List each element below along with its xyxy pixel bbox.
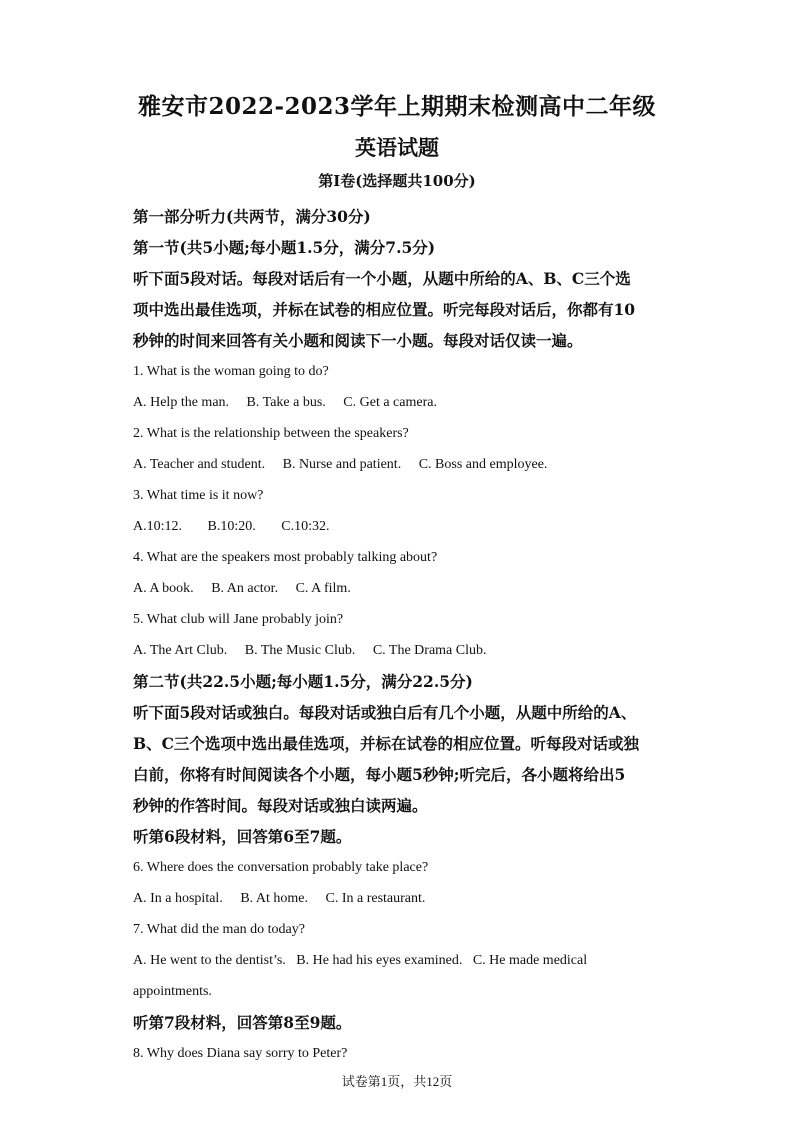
question-7-options-continuation: appointments. — [133, 984, 212, 999]
question-4: 4. What are the speakers most probably talking about? — [133, 550, 438, 565]
question-5: 5. What club will Jane probably join? — [133, 612, 344, 627]
option-c: C. In a restaurant. — [325, 891, 426, 906]
section1-instruction-line: 听下面5段对话。每段对话后有一个小题，从题中所给的A、B、C三个选 — [133, 269, 631, 288]
page-footer: 试卷第1页，共12页 — [341, 1074, 453, 1089]
section1-instruction-line: 秒钟的时间来回答有关小题和阅读下一小题。每段对话仅读一遍。 — [133, 331, 583, 350]
section1-instruction-line: 项中选出最佳选项，并标在试卷的相应位置。听完每段对话后，你都有10 — [133, 300, 636, 319]
option-a: A. Help the man. — [133, 395, 230, 410]
question-7-options: A. He went to the dentist’s. B. He had his eyes examined. C. He made medical — [133, 953, 588, 968]
option-c: C. Get a camera. — [343, 395, 437, 410]
question-1: 1. What is the woman going to do? — [133, 364, 329, 379]
option-a: A. Teacher and student. — [133, 457, 266, 472]
section1-heading: 第一节(共5小题;每小题1.5分，满分7.5分) — [133, 238, 436, 257]
option-a: A. In a hospital. — [133, 891, 223, 906]
option-b: B. At home. — [240, 891, 308, 906]
question-2: 2. What is the relationship between the speakers? — [133, 426, 409, 441]
material-7-heading: 听第7段材料，回答第8至9题。 — [133, 1013, 352, 1032]
question-5-options — [133, 635, 764, 666]
option-b: B.10:20. — [207, 519, 256, 534]
exam-subtitle: 英语试题 — [355, 135, 439, 160]
option-c: C.10:32. — [281, 519, 330, 534]
option-b: B. Take a bus. — [246, 395, 326, 410]
option-a: A. The Art Club. — [133, 643, 228, 658]
question-3-options — [133, 511, 764, 542]
question-7: 7. What did the man do today? — [133, 922, 305, 937]
option-c: C. The Drama Club. — [372, 643, 487, 658]
question-8: 8. Why does Diana say sorry to Peter? — [133, 1046, 348, 1061]
option-c: C. Boss and employee. — [418, 457, 548, 472]
section2-instruction-line: 秒钟的作答时间。每段对话或独白读两遍。 — [133, 796, 428, 815]
question-6-options — [133, 883, 764, 914]
part-heading: 第一部分听力(共两节，满分30分) — [133, 207, 371, 226]
question-4-options — [133, 573, 764, 604]
exam-title: 雅安市2022-2023学年上期期末检测高中二年级 — [137, 93, 657, 120]
question-1-options — [133, 387, 764, 418]
question-6: 6. Where does the conversation probably take place? — [133, 860, 429, 875]
section2-heading: 第二节(共22.5小题;每小题1.5分，满分22.5分) — [133, 672, 473, 691]
material-6-heading: 听第6段材料，回答第6至7题。 — [133, 827, 352, 846]
option-c: C. A film. — [295, 581, 351, 596]
option-a: A. A book. — [133, 581, 194, 596]
option-b: B. Nurse and patient. — [282, 457, 402, 472]
exam-content — [133, 201, 764, 1069]
option-b: B. The Music Club. — [244, 643, 356, 658]
section2-instruction-line: B、C三个选项中选出最佳选项，并标在试卷的相应位置。听每段对话或独 — [133, 734, 639, 753]
question-2-options — [133, 449, 764, 480]
option-b: B. An actor. — [211, 581, 279, 596]
question-3: 3. What time is it now? — [133, 488, 264, 503]
section2-instruction-line: 白前，你将有时间阅读各个小题，每小题5秒钟;听完后，各小题将给出5 — [133, 765, 626, 784]
volume-heading: 第Ⅰ卷(选择题共100分) — [318, 172, 476, 190]
option-a: A.10:12. — [133, 519, 182, 534]
section2-instruction-line: 听下面5段对话或独白。每段对话或独白后有几个小题，从题中所给的A、 — [133, 703, 637, 722]
